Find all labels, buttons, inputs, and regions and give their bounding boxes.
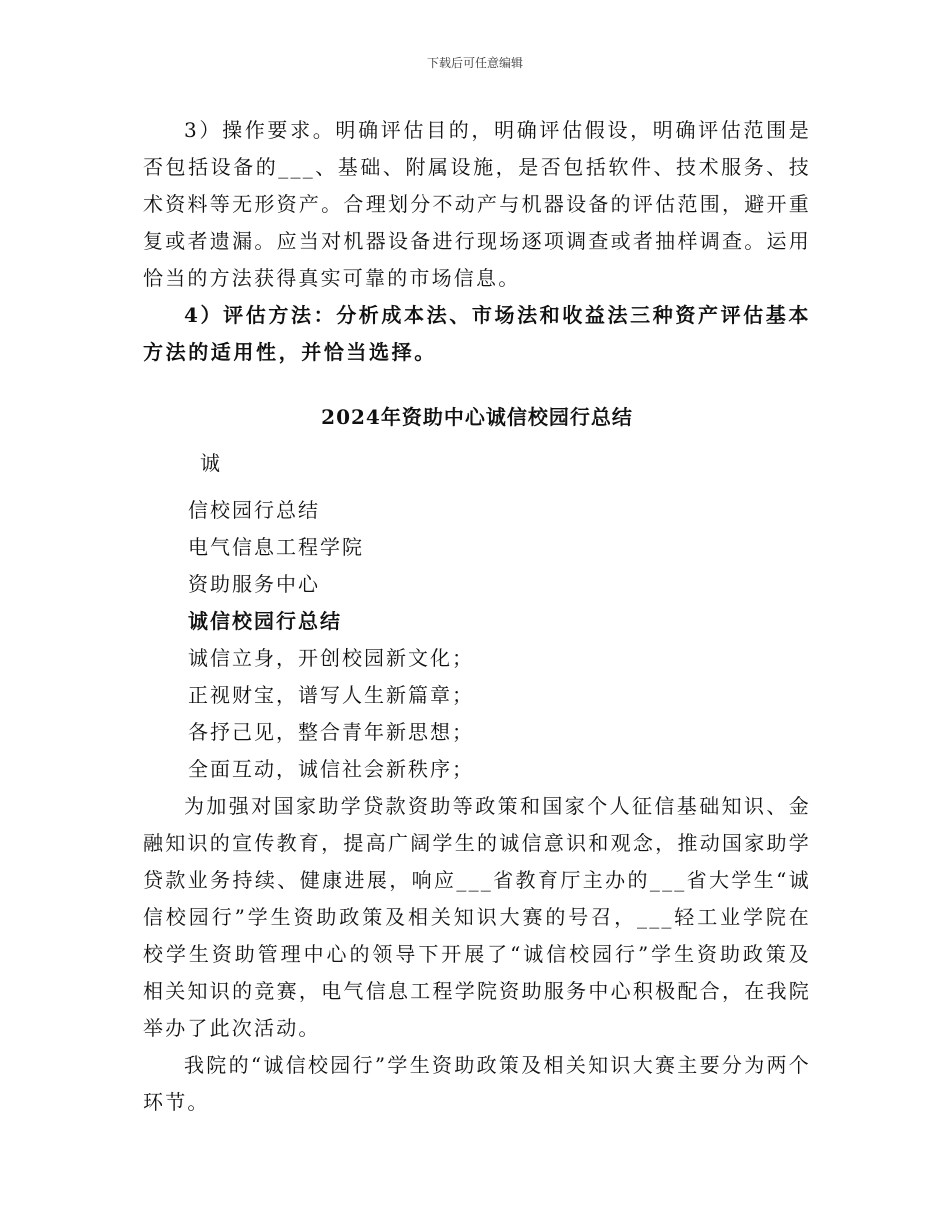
paragraph-activity-background: 为加强对国家助学贷款资助等政策和国家个人征信基础知识、金融知识的宣传教育，提高广阔学生的诚信意识和观念，推动国家助学贷款业务持续、健康进展，响应___省教育厅主办的___省大学生“诚信校园行”学生资助政策及相关知识大赛的号召，___轻工业学院在校学生资助管理中心的领导下开展了“诚信校园行”学生资助政策及相关知识的竞赛，电气信息工程学院资助服务中心积极配合，在我院举办了此次活动。 [143,794,811,1040]
paragraph-activity-stages: 我院的“诚信校园行”学生资助政策及相关知识大赛主要分为两个环节。 [143,1053,811,1114]
page-header: 下载后可任意编辑 [426,56,523,70]
text-line: 诚 [200,451,222,475]
slogan-line: 各抒己见，整合青年新思想； [188,720,474,744]
section-heading: 诚信校园行总结 [188,609,342,633]
text-line: 电气信息工程学院 [188,535,364,559]
document-title: 2024年资助中心诚信校园行总结 [321,405,633,429]
slogan-line: 诚信立身，开创校园新文化； [188,646,474,670]
slogan-line: 全面互动，诚信社会新秩序； [188,757,474,781]
slogan-line: 正视财宝，谱写人生新篇章； [188,683,474,707]
text-line: 信校园行总结 [188,498,320,522]
text-line: 资助服务中心 [188,572,320,596]
paragraph-operation-requirements: 3）操作要求。明确评估目的，明确评估假设，明确评估范围是否包括设备的___、基础、附属设施，是否包括软件、技术服务、技术资料等无形资产。合理划分不动产与机器设备的评估范围，避开重复或者遗漏。应当对机器设备进行现场逐项调查或者抽样调查。运用恰当的方法获得真实可靠的市场信息。 [143,118,811,290]
paragraph-evaluation-methods: 4）评估方法：分析成本法、市场法和收益法三种资产评估基本方法的适用性，并恰当选择。 [143,303,811,364]
document-page [143,112,811,1121]
